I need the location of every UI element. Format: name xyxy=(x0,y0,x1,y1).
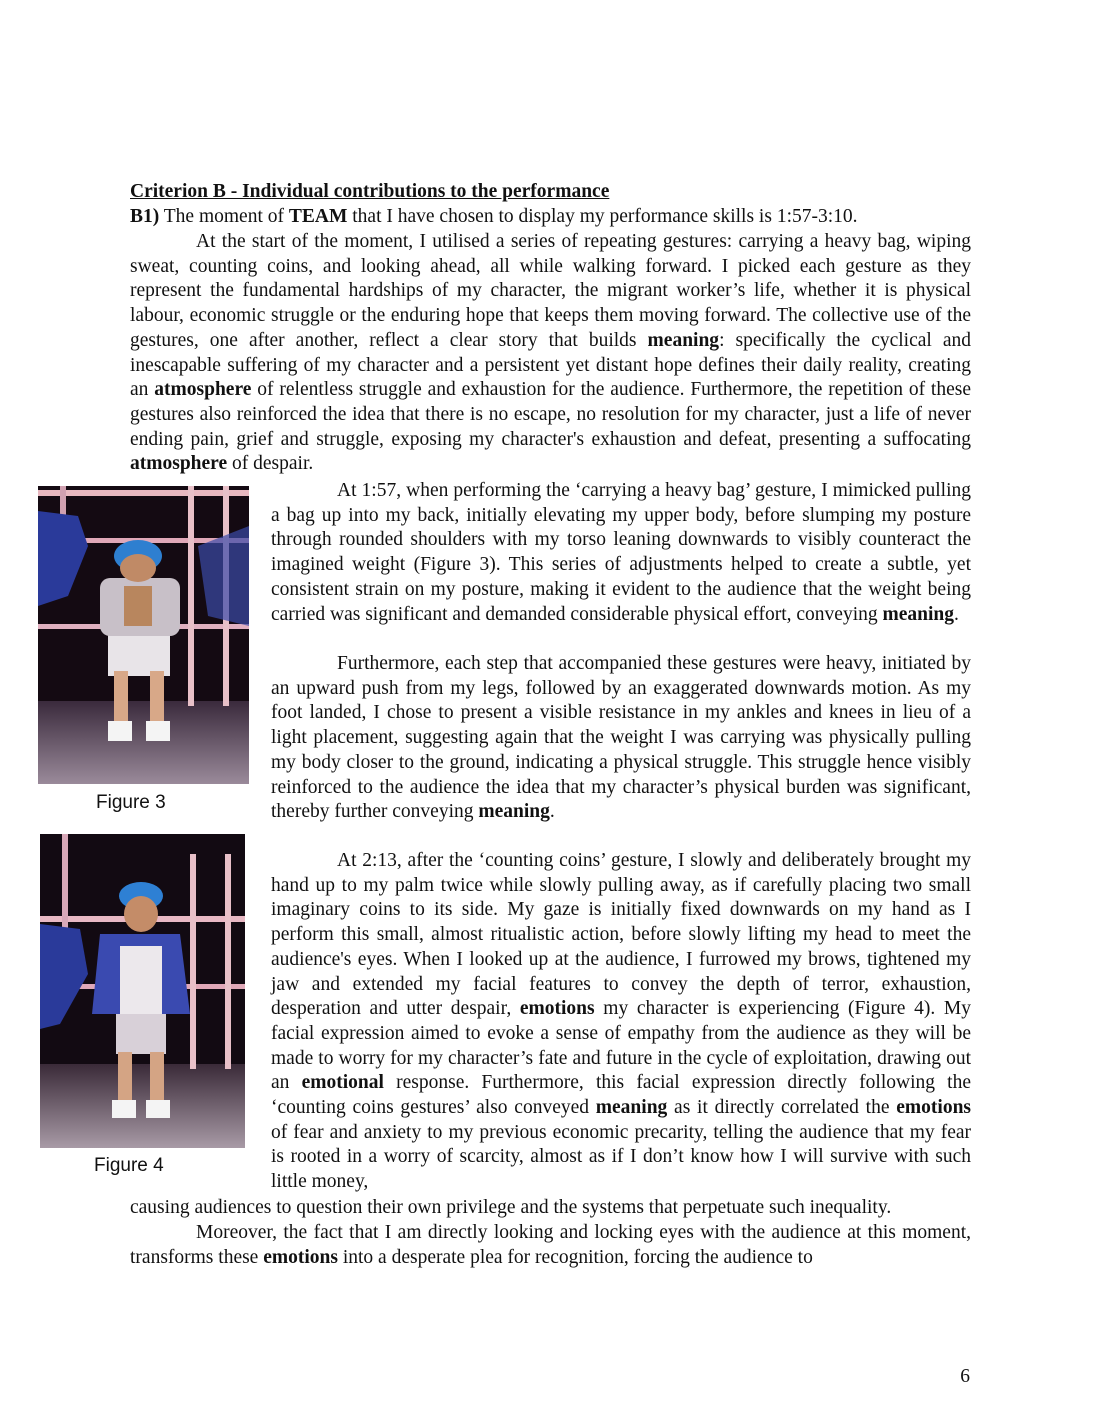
p4-text-g: as it directly correlated the xyxy=(667,1097,897,1119)
paragraph-4 xyxy=(271,849,971,1195)
team-title: TEAM xyxy=(288,206,348,227)
p1-bold-atmosphere: atmosphere xyxy=(154,379,252,401)
b1-text-pre: The moment of xyxy=(159,206,289,227)
paragraph-3 xyxy=(271,652,971,825)
figure-3-caption: Figure 3 xyxy=(96,792,166,813)
p2-text-a: At 1:57, when performing the ‘carrying a heavy bag’ gesture, I mimicked pulling a bag up into my back, initially elevating my upper body, before slumping my posture through rounded shoulders with my torso leaning downwards to visibly counteract the imagined weight (Figure 3). This series of adjustments helped to create a subtle, yet consistent strain on my posture, making it evident to the audience that the weight being carried was significant and demanded considerable physical effort, conveying xyxy=(271,480,971,625)
b1-label: B1) xyxy=(130,206,160,227)
p1-text-c: : specifically the cyclical and inescapable suffering of my character and a persistent yet distant hope defines their daily reality, creating an xyxy=(130,329,971,401)
paragraph-5 xyxy=(130,1221,971,1270)
p2-bold-meaning: meaning xyxy=(882,603,955,625)
p4-bold-emotional: emotional xyxy=(301,1072,384,1094)
p5-bold-emotions: emotions xyxy=(263,1246,338,1268)
p1-text-a: At the start of the moment, I utilised a series of repeating gestures: carrying a heavy bag, wiping sweat, counting coins, and looking ahead, all while walking forward. I picked each gesture as they represent the fundamental hardships of my character, the migrant worker’s life, whether it is physical labour, economic struggle or the enduring hope that keeps them moving forward. The collective use of the gestures, one after another, reflect a clear story that builds xyxy=(130,231,971,351)
p4-text-c: my character is experiencing (Figure 4). My facial expression aimed to evoke a sense of empathy from the audience as they will be made to worry for my character’s fate and future in the cycle of exploitation, drawing out an xyxy=(271,998,971,1094)
p5-text-c: into a desperate plea for recognition, forcing the audience to xyxy=(337,1246,813,1268)
paragraph-2 xyxy=(271,479,971,627)
p1-text-e: of relentless struggle and exhaustion for the audience. Furthermore, the repetition of these gestures also reinforced the idea that there is no escape, no resolution for my character, just a life of never ending pain, grief and struggle, exposing my character's exhaustion and defeat, presenting a suffocating xyxy=(130,379,971,450)
paragraph-1 xyxy=(130,230,971,477)
b1-intro-line xyxy=(130,205,858,230)
p3-bold-meaning: meaning xyxy=(478,801,550,823)
p4-text-i: of fear and anxiety to my previous economic precarity, telling the audience that my fear is rooted in a worry of scarcity, almost as if I don’t know how I will survive with such little money, xyxy=(271,1121,971,1193)
paragraph-4-continued xyxy=(130,1196,971,1221)
figure-3-photo xyxy=(38,486,249,784)
p4-bold-meaning: meaning xyxy=(595,1097,668,1119)
p3-text-a: Furthermore, each step that accompanied these gestures were heavy, initiated by an upward push from my legs, followed by an exaggerated downwards motion. As my foot landed, I chose to present a visible resistance in my ankles and knees in lieu of a light placement, suggesting again that the weight I was carrying was physically pulling my body closer to the ground, indicating a physical struggle. This struggle hence visibly reinforced to the audience the idea that my character’s physical burden was significant, thereby further conveying xyxy=(271,653,971,823)
section-heading: Criterion B - Individual contributions to the performance xyxy=(130,181,610,202)
p1-text-g: of despair. xyxy=(227,453,314,475)
p4-text-e: response. Furthermore, this facial expression directly following the ‘counting coins gestures’ also conveyed xyxy=(271,1072,972,1119)
p4-bold-emotions-2: emotions xyxy=(896,1097,972,1119)
p2-text-c: . xyxy=(954,603,959,625)
p1-bold-atmosphere-2: atmosphere xyxy=(130,453,228,475)
page-number: 6 xyxy=(960,1366,970,1387)
p5-text-a: Moreover, the fact that I am directly looking and locking eyes with the audience at this moment, transforms these xyxy=(130,1222,971,1268)
figure-4-photo xyxy=(40,834,245,1148)
p4-text-a: At 2:13, after the ‘counting coins’ gesture, I slowly and deliberately brought my hand up to my palm twice while slowly pulling away, as if carefully placing two small imaginary coins to its side. My gaze is initially fixed downwards on my hand as I perform this small, almost ritualistic action, before slowly lifting my head to meet the audience's eyes. When I looked up at the audience, I furrowed my brows, tightened my jaw and extended my facial features to convey the depth of terror, exhaustion, desperation and utter despair, xyxy=(271,850,971,1020)
p1-bold-meaning: meaning xyxy=(647,329,720,351)
p3-text-c: . xyxy=(549,801,555,823)
p4-text-j: causing audiences to question their own privilege and the systems that perpetuate such inequality. xyxy=(130,1197,892,1218)
p4-bold-emotions: emotions xyxy=(519,998,595,1020)
b1-text-post: that I have chosen to display my performance skills is 1:57-3:10. xyxy=(347,206,858,227)
figure-4-caption: Figure 4 xyxy=(94,1155,164,1176)
